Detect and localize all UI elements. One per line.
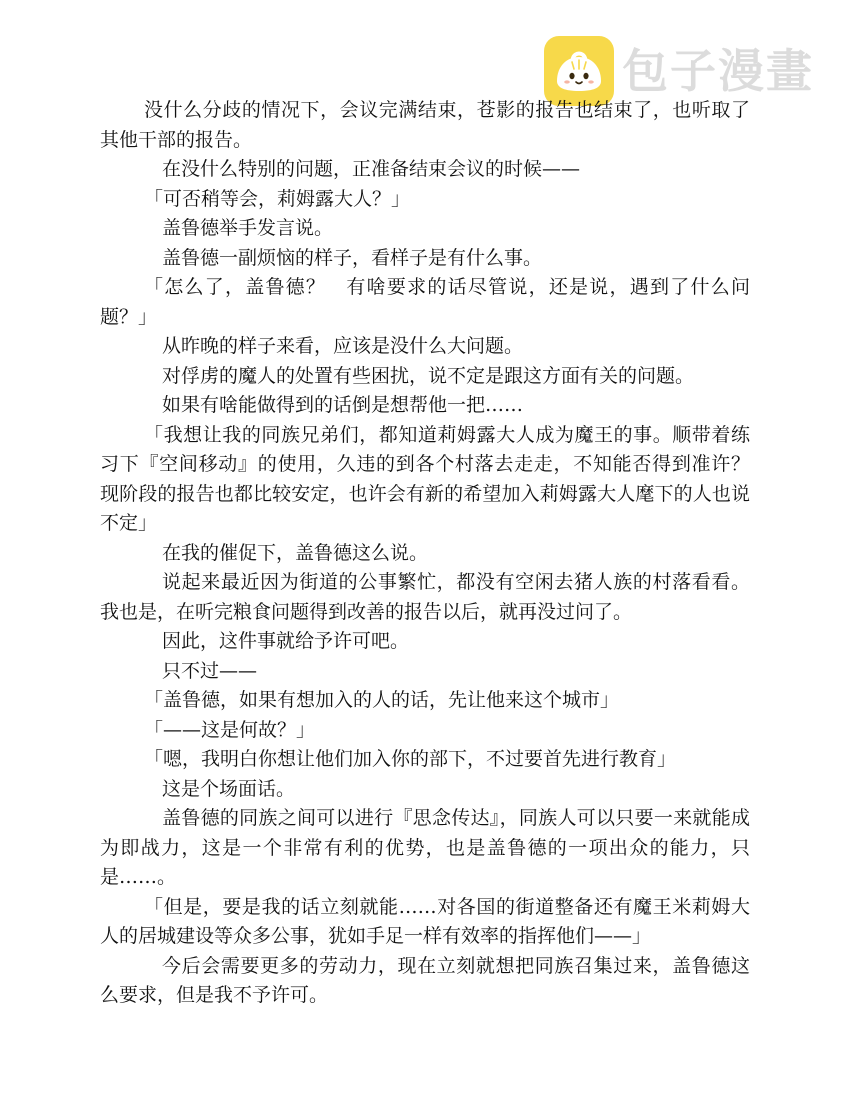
article-body xyxy=(100,96,770,1011)
narration-paragraph: 从昨晚的样子来看，应该是没什么大问题。 xyxy=(162,335,524,357)
narration-paragraph: 如果有啥能做得到的话倒是想帮他一把…… xyxy=(162,394,524,416)
narration-paragraph: 在没什么特别的问题，正准备结束会议的时候—— xyxy=(162,158,581,180)
dialogue-paragraph: 「——这是何故？」 xyxy=(144,718,316,741)
dialogue-paragraph: 「我想让我的同族兄弟们，都知道莉姆露大人成为魔王的事。顺带着练习下『空间移动』的使用，久违的到各个村落去走走，不知能否得到准许？ 现阶段的报告也都比较安定，也许会有新的希望加入莉姆露大人麾下的人也说不定」 xyxy=(100,423,770,534)
dialogue-paragraph: 「怎么了，盖鲁德？ 有啥要求的话尽管说，还是说，遇到了什么问题？」 xyxy=(100,276,750,328)
watermark-text: 包子漫畫 xyxy=(622,44,814,98)
dialogue-paragraph: 「但是，要是我的话立刻就能……对各国的街道整备还有魔王米莉姆大人的居城建设等众多公事，犹如手足一样有效率的指挥他们——」 xyxy=(100,895,750,947)
narration-paragraph: 在我的催促下，盖鲁德这么说。 xyxy=(162,541,429,564)
narration-paragraph: 盖鲁德的同族之间可以进行『思念传达』，同族人可以只要一来就能成为即战力，这是一个非常有利的优势，也是盖鲁德的一项出众的能力，只是……。 xyxy=(100,807,750,888)
narration-paragraph: 这是个场面话。 xyxy=(162,777,296,800)
dialogue-paragraph: 「盖鲁德，如果有想加入的人的话，先让他来这个城市」 xyxy=(144,689,620,711)
narration-paragraph: 没什么分歧的情况下，会议完满结束，苍影的报告也结束了，也听取了其他干部的报告。 xyxy=(100,99,750,151)
narration-paragraph: 说起来最近因为街道的公事繁忙，都没有空闲去猪人族的村落看看。我也是，在听完粮食问题得到改善的报告以后，就再没过问了。 xyxy=(100,571,750,623)
narration-paragraph: 盖鲁德一副烦恼的样子，看样子是有什么事。 xyxy=(162,246,543,269)
dialogue-paragraph: 「嗯，我明白你想让他们加入你的部下，不过要首先进行教育」 xyxy=(144,748,677,770)
narration-paragraph: 对俘虏的魔人的处置有些困扰，说不定是跟这方面有关的问题。 xyxy=(162,364,695,387)
narration-paragraph: 只不过—— xyxy=(162,659,258,682)
narration-paragraph: 盖鲁德举手发言说。 xyxy=(162,217,334,239)
narration-paragraph: 因此，这件事就给予许可吧。 xyxy=(162,630,410,652)
dialogue-paragraph: 「可否稍等会，莉姆露大人？」 xyxy=(144,187,411,210)
narration-paragraph: 今后会需要更多的劳动力，现在立刻就想把同族召集过来，盖鲁德这么要求，但是我不予许可。 xyxy=(100,954,750,1006)
